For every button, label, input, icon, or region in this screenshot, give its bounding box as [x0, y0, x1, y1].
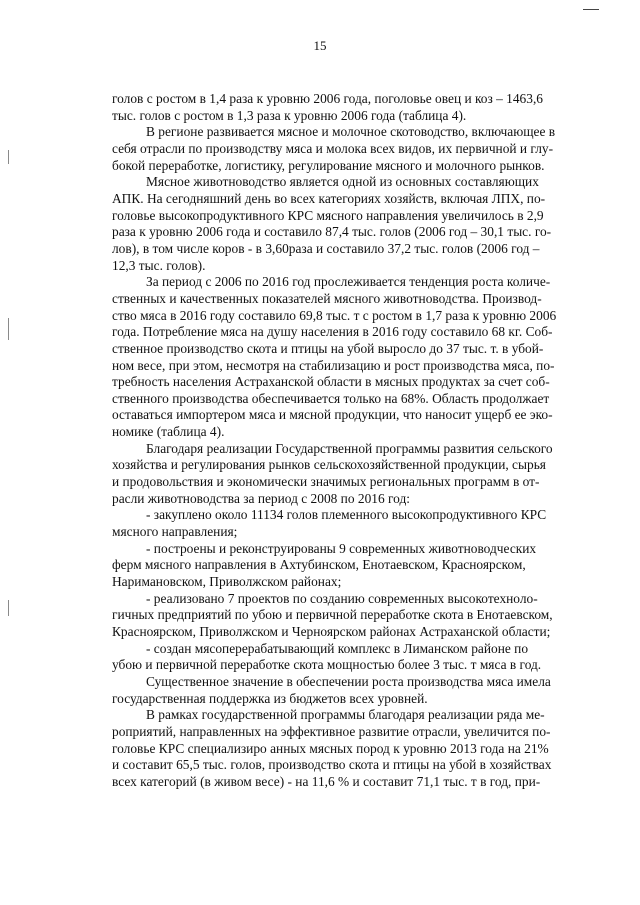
text-line: ственных и качественных показателей мясного животноводства. Производ-: [112, 290, 542, 306]
text-line: головье КРС специализиро анных мясных пород к уровню 2013 года на 21%: [112, 740, 549, 756]
document-body: [112, 91, 557, 791]
paragraph: [112, 174, 552, 274]
text-line: себя отрасли по производству мяса и молока всех видов, их первичной и глу-: [112, 140, 554, 156]
text-line: голов с ростом в 1,4 раза к уровню 2006 года, поголовье овец и коз – 1463,6: [112, 91, 543, 106]
paragraph: [112, 507, 547, 540]
paragraph: [112, 707, 552, 790]
text-line: ферм мясного направления в Ахтубинском, Енотаевском, Красноярском,: [112, 557, 526, 573]
text-line: оставаться импортером мяса и мясной продукции, что наносит ущерб ее эко-: [112, 407, 553, 423]
text-line: года. Потребление мяса на душу населения в 2016 году составило 68 кг. Соб-: [112, 324, 553, 340]
text-line: и продовольствия и экономически значимых региональных программ в от-: [112, 474, 540, 490]
paragraph: [112, 640, 542, 674]
paragraph: [112, 124, 556, 174]
text-line: мясного направления;: [112, 524, 238, 540]
scan-edge-mark: [8, 318, 9, 340]
paragraph: [112, 673, 551, 707]
text-line: тыс. голов с ростом в 1,3 раза к уровню 2006 года (таблица 4).: [112, 107, 467, 123]
text-line: убою и первичной переработке скота мощностью более 3 тыс. т мяса в год.: [112, 657, 542, 673]
paragraph: [112, 91, 543, 124]
text-line: бокой переработке, логистику, регулирование мясного и молочного рынков.: [112, 157, 545, 173]
text-line: Красноярском, Приволжском и Черноярском районах Астраханской области;: [112, 624, 551, 639]
text-line: Наримановском, Приволжском районах;: [112, 574, 342, 590]
text-line: - построены и реконструированы 9 современных животноводческих: [146, 540, 537, 556]
text-line: хозяйства и регулирования рынков сельскохозяйственной продукции, сырья: [112, 457, 546, 473]
text-line: раза к уровню 2006 года и составило 87,4 тыс. голов (2006 год – 30,1 тыс. го-: [112, 224, 552, 240]
text-line: - создан мясоперерабатывающий комплекс в Лиманском районе по: [146, 640, 529, 656]
text-line: головье высокопродуктивного КРС мясного направления увеличилось в 2,9: [112, 207, 544, 223]
text-line: Мясное животноводство является одной из основных составляющих: [146, 174, 539, 190]
text-line: роприятий, направленных на эффективное развитие отрасли, увеличится по-: [112, 723, 551, 739]
text-line: и составит 65,5 тыс. голов, производство скота и птицы на убой в хозяйствах: [112, 757, 552, 773]
text-line: всех категорий (в живом весе) - на 11,6 % и составит 71,1 тыс. т в год, при-: [112, 773, 541, 789]
text-line: лов), в том числе коров - в 3,60раза и составило 37,2 тыс. голов (2006 год –: [112, 240, 540, 256]
text-line: 12,3 тыс. голов).: [112, 257, 206, 273]
text-line: ство мяса в 2016 году составило 69,8 тыс. т с ростом в 1,7 раза к уровню 2006: [112, 307, 557, 323]
text-line: ном весе, при этом, несмотря на стабилизацию и рост производства мяса, по-: [112, 357, 555, 373]
text-line: расли животноводства за период с 2008 по 2016 год:: [112, 490, 411, 506]
paragraph: [112, 274, 557, 441]
text-line: В регионе развивается мясное и молочное скотоводство, включающее в: [146, 124, 556, 140]
text-line: гичных предприятий по убою и первичной переработке скота в Енотаевском,: [112, 607, 553, 623]
paragraph: [112, 440, 553, 508]
scan-corner-mark: [583, 9, 599, 10]
text-line: ственное производство скота и птицы на убой выросло до 37 тыс. т. в убой-: [112, 340, 544, 356]
scan-edge-mark: [8, 600, 9, 616]
scan-edge-mark: [8, 150, 9, 164]
text-line: В рамках государственной программы благодаря реализации ряда ме-: [146, 707, 545, 723]
text-line: - закуплено около 11134 голов племенного высокопродуктивного КРС: [146, 507, 547, 523]
text-line: Благодаря реализации Государственной программы развития сельского: [146, 440, 553, 456]
text-line: За период с 2006 по 2016 год прослеживается тенденция роста количе-: [146, 274, 551, 290]
text-line: Существенное значение в обеспечении роста производства мяса имела: [146, 673, 551, 689]
page-number: 15: [313, 38, 327, 53]
text-line: - реализовано 7 проектов по созданию современных высокотехноло-: [146, 590, 538, 606]
paragraph: [112, 540, 537, 591]
text-line: АПК. На сегодняшний день во всех категориях хозяйств, включая ЛПХ, по-: [112, 190, 546, 206]
text-line: требность населения Астраханской области в мясных продуктах за счет соб-: [112, 374, 550, 390]
text-line: ственного производства обеспечивается только на 68%. Область продолжает: [112, 390, 550, 406]
paragraph: [112, 590, 553, 641]
text-line: номике (таблица 4).: [112, 424, 225, 440]
text-line: государственная поддержка из бюджетов всех уровней.: [112, 690, 428, 706]
